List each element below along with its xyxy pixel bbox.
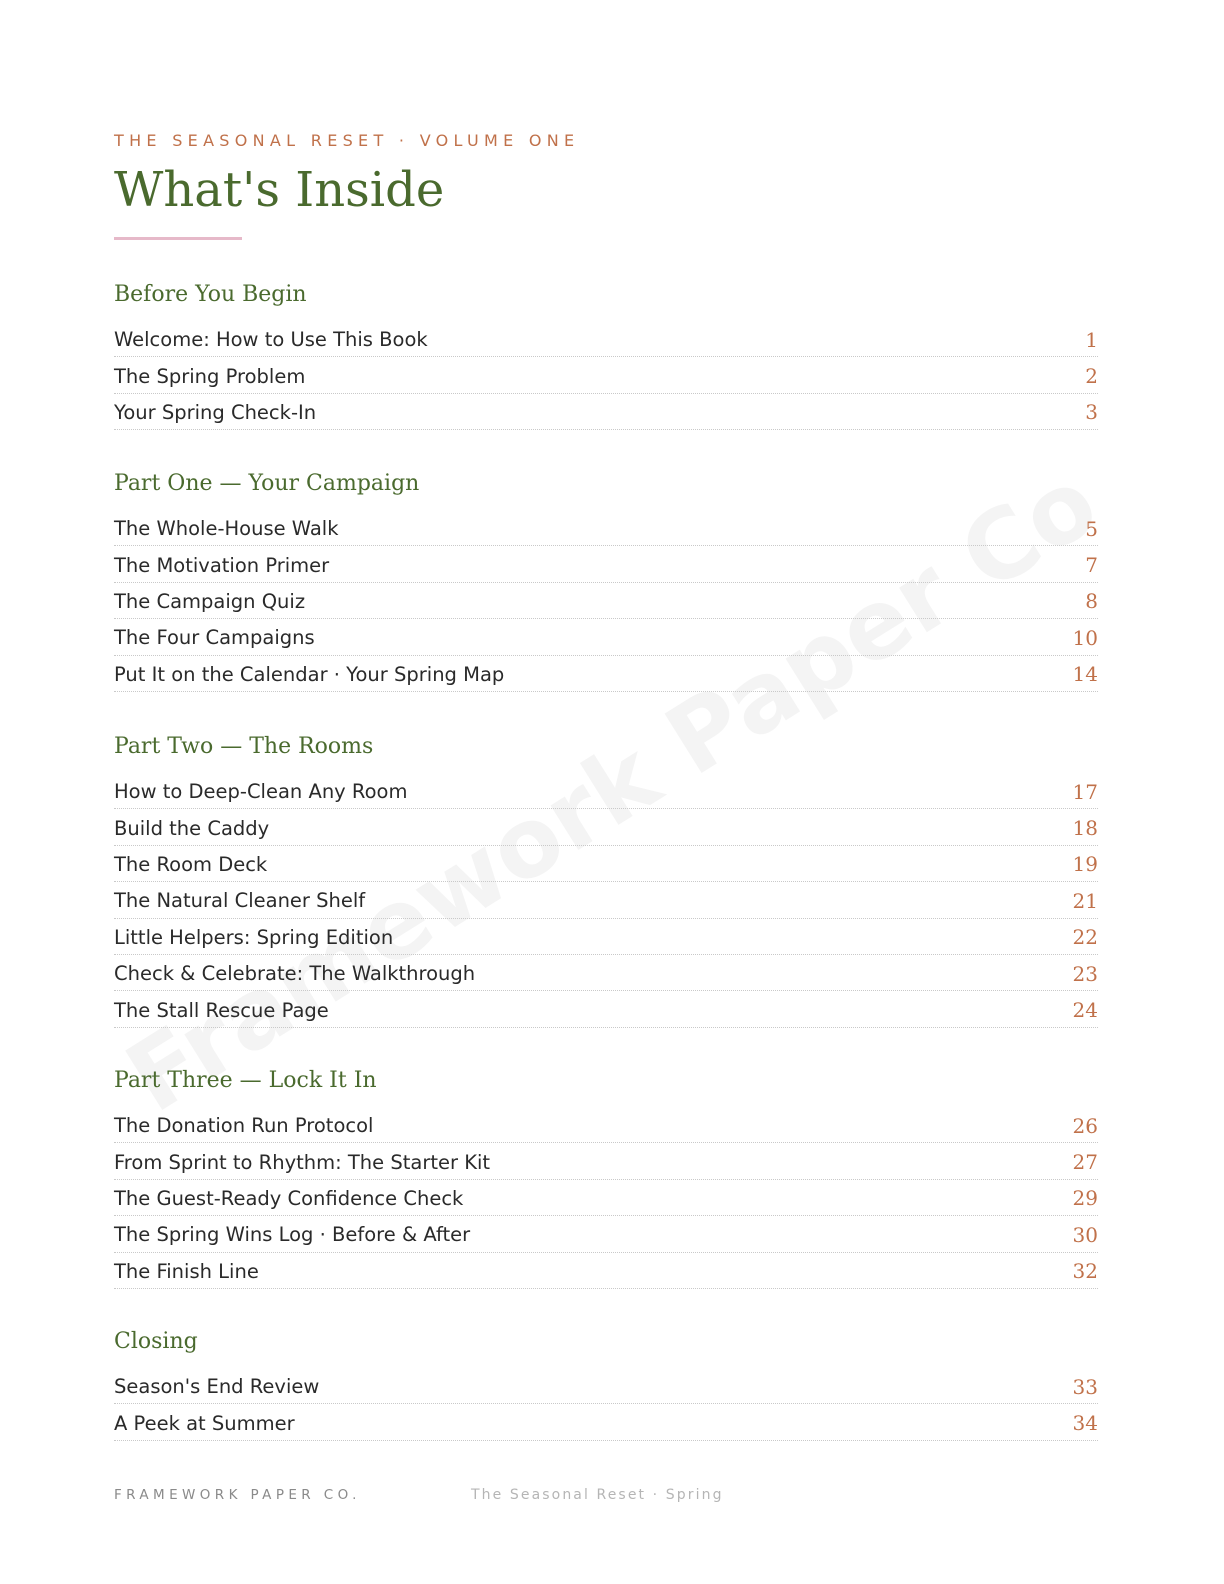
section-heading: Part One — Your Campaign	[114, 471, 420, 496]
entry-title: How to Deep-Clean Any Room	[114, 780, 408, 804]
toc-section-part-one	[114, 470, 1098, 692]
toc-entry[interactable]	[114, 619, 1098, 655]
entry-page-number: 33	[1072, 1374, 1098, 1399]
entry-title: The Spring Wins Log · Before & After	[114, 1223, 471, 1247]
eyebrow-label: THE SEASONAL RESET · VOLUME ONE	[114, 131, 580, 150]
entry-page-number: 7	[1085, 553, 1098, 578]
footer-brand: FRAMEWORK PAPER CO.	[114, 1487, 361, 1503]
toc-entry[interactable]	[114, 846, 1098, 882]
entry-title: From Sprint to Rhythm: The Starter Kit	[114, 1150, 491, 1174]
entry-page-number: 14	[1072, 662, 1098, 687]
toc-entry[interactable]	[114, 656, 1098, 692]
footer-series-label: The Seasonal Reset · Spring	[471, 1487, 724, 1503]
entry-page-number: 29	[1072, 1186, 1098, 1211]
entry-title: Build the Caddy	[114, 816, 270, 840]
section-heading: Closing	[114, 1329, 198, 1354]
toc-entry[interactable]	[114, 583, 1098, 619]
entry-title: The Motivation Primer	[114, 553, 330, 577]
entry-title: The Stall Rescue Page	[114, 998, 329, 1022]
entry-page-number: 10	[1072, 625, 1098, 650]
entry-page-number: 30	[1072, 1222, 1098, 1247]
toc-entry[interactable]	[114, 1180, 1098, 1216]
section-heading: Part Two — The Rooms	[114, 734, 374, 759]
toc-entry[interactable]	[114, 991, 1098, 1027]
entry-title: Season's End Review	[114, 1375, 320, 1399]
entry-page-number: 23	[1072, 961, 1098, 986]
entry-page-number: 2	[1085, 364, 1098, 389]
entry-title: The Whole-House Walk	[114, 517, 339, 541]
entry-page-number: 27	[1072, 1150, 1098, 1175]
toc-entry[interactable]	[114, 321, 1098, 357]
toc-entry[interactable]	[114, 1404, 1098, 1440]
entry-title: The Room Deck	[114, 852, 268, 876]
entry-title: Put It on the Calendar · Your Spring Map	[114, 662, 505, 686]
entry-title: The Guest-Ready Confidence Check	[114, 1186, 464, 1210]
toc-entry[interactable]	[114, 510, 1098, 546]
entry-title: The Natural Cleaner Shelf	[114, 889, 366, 913]
entry-page-number: 1	[1085, 327, 1098, 352]
toc-entry[interactable]	[114, 1216, 1098, 1252]
entry-page-number: 32	[1072, 1259, 1098, 1284]
entry-page-number: 21	[1072, 888, 1098, 913]
entry-title: The Four Campaigns	[114, 626, 315, 650]
page-title: What's Inside	[114, 162, 445, 218]
entry-page-number: 22	[1072, 925, 1098, 950]
toc-entry[interactable]	[114, 394, 1098, 430]
entry-page-number: 34	[1072, 1411, 1098, 1436]
entry-title: Your Spring Check-In	[114, 400, 317, 424]
entry-page-number: 5	[1085, 516, 1098, 541]
toc-entry[interactable]	[114, 955, 1098, 991]
toc-entry[interactable]	[114, 1253, 1098, 1289]
entry-title: The Donation Run Protocol	[114, 1114, 374, 1138]
toc-entry[interactable]	[114, 546, 1098, 582]
toc-entry[interactable]	[114, 357, 1098, 393]
entry-title: Little Helpers: Spring Edition	[114, 925, 394, 949]
toc-entry[interactable]	[114, 1143, 1098, 1179]
entry-title: Welcome: How to Use This Book	[114, 328, 428, 352]
entry-title: A Peek at Summer	[114, 1411, 295, 1435]
toc-section-before-you-begin	[114, 281, 1098, 430]
toc-entry[interactable]	[114, 1368, 1098, 1404]
section-heading: Before You Begin	[114, 282, 307, 307]
entry-page-number: 8	[1085, 589, 1098, 614]
toc-section-part-three	[114, 1067, 1098, 1289]
toc-section-part-two	[114, 733, 1098, 1028]
entry-page-number: 19	[1072, 852, 1098, 877]
toc-entry[interactable]	[114, 882, 1098, 918]
title-underline	[114, 237, 242, 240]
entry-page-number: 18	[1072, 816, 1098, 841]
entry-title: The Spring Problem	[114, 364, 306, 388]
entry-page-number: 17	[1072, 779, 1098, 804]
entry-page-number: 24	[1072, 998, 1098, 1023]
section-heading: Part Three — Lock It In	[114, 1068, 377, 1093]
entry-page-number: 3	[1085, 400, 1098, 425]
toc-entry[interactable]	[114, 773, 1098, 809]
toc-section-closing	[114, 1328, 1098, 1441]
toc-entry[interactable]	[114, 809, 1098, 845]
toc-entry[interactable]	[114, 1107, 1098, 1143]
toc-entry[interactable]	[114, 919, 1098, 955]
entry-title: The Campaign Quiz	[114, 589, 306, 613]
entry-title: Check & Celebrate: The Walkthrough	[114, 962, 476, 986]
entry-page-number: 26	[1072, 1113, 1098, 1138]
entry-title: The Finish Line	[114, 1259, 259, 1283]
